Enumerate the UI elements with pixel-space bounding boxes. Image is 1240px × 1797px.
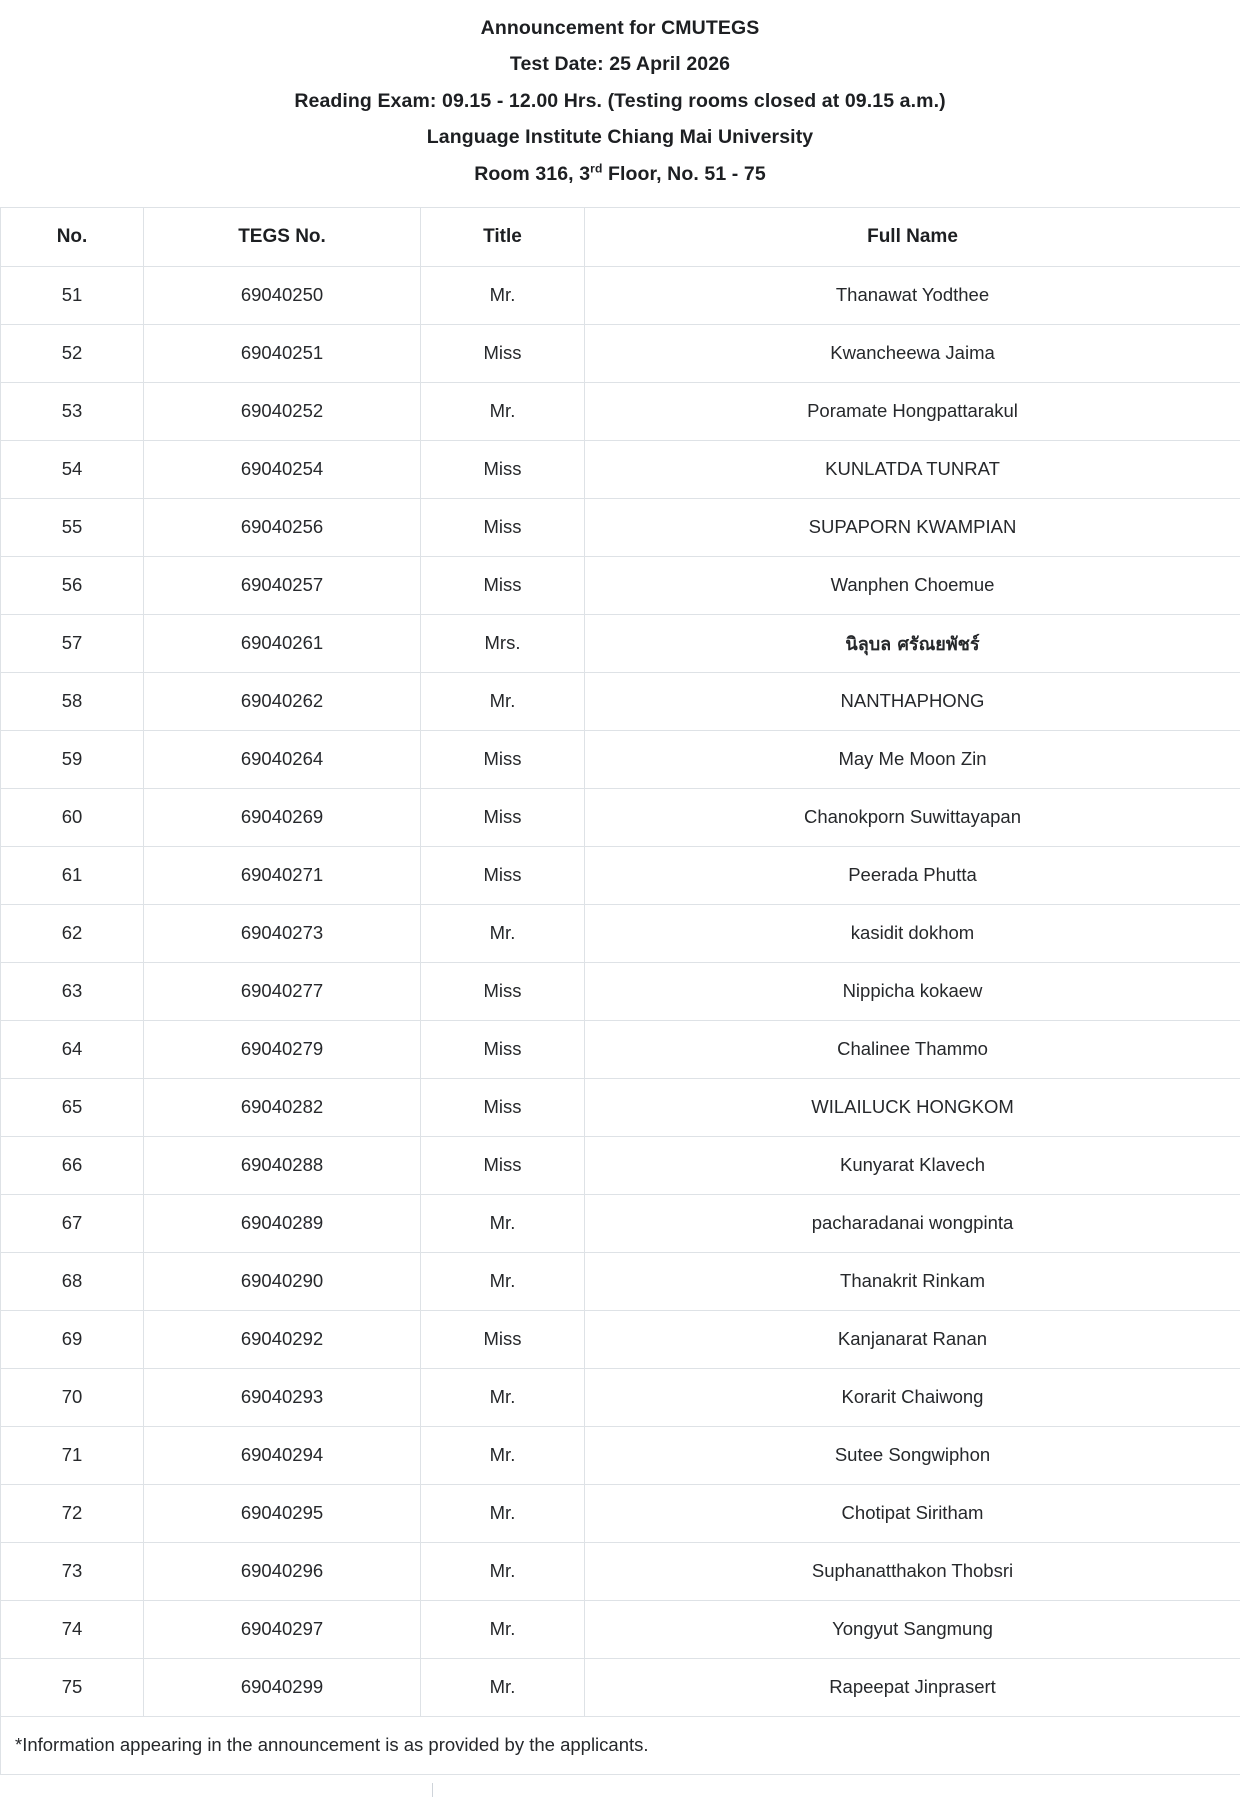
- cell-tegs-no: 69040262: [144, 672, 421, 730]
- cell-tegs-no: 69040288: [144, 1136, 421, 1194]
- table-row: [1, 846, 1240, 904]
- table-row: [1, 498, 1240, 556]
- cell-title: Mr.: [421, 1600, 585, 1658]
- cell-tegs-no: 69040290: [144, 1252, 421, 1310]
- cell-full-name: NANTHAPHONG: [585, 672, 1240, 730]
- cell-no: 57: [1, 614, 144, 672]
- cell-full-name: Thanawat Yodthee: [585, 266, 1240, 324]
- cell-full-name: Nippicha kokaew: [585, 962, 1240, 1020]
- table-header-row: [1, 207, 1240, 266]
- table-row: [1, 1600, 1240, 1658]
- cell-no: 52: [1, 324, 144, 382]
- cell-tegs-no: 69040257: [144, 556, 421, 614]
- cell-full-name: Chanokporn Suwittayapan: [585, 788, 1240, 846]
- cell-full-name: Korarit Chaiwong: [585, 1368, 1240, 1426]
- cell-title: Miss: [421, 1020, 585, 1078]
- table-row: [1, 1658, 1240, 1716]
- room-prefix: Room 316, 3: [474, 163, 590, 185]
- cell-title: Mr.: [421, 266, 585, 324]
- table-foot: [1, 1716, 1240, 1774]
- table-row: [1, 1368, 1240, 1426]
- cell-title: Mrs.: [421, 614, 585, 672]
- cell-tegs-no: 69040296: [144, 1542, 421, 1600]
- column-header-title: Title: [421, 207, 585, 266]
- table-row: [1, 672, 1240, 730]
- cell-title: Miss: [421, 1310, 585, 1368]
- cell-tegs-no: 69040250: [144, 266, 421, 324]
- header-test-date: Test Date: 25 April 2026: [0, 47, 1240, 84]
- cell-full-name: Poramate Hongpattarakul: [585, 382, 1240, 440]
- cell-title: Miss: [421, 324, 585, 382]
- cell-tegs-no: 69040273: [144, 904, 421, 962]
- footnote-row: [1, 1716, 1240, 1774]
- cell-full-name: Rapeepat Jinprasert: [585, 1658, 1240, 1716]
- cell-title: Mr.: [421, 672, 585, 730]
- footnote-text: *Information appearing in the announcement is as provided by the applicants.: [1, 1716, 1240, 1774]
- header-room-range: [0, 156, 1240, 193]
- page-bottom-edge: [0, 1775, 1240, 1797]
- column-header-full-name: Full Name: [585, 207, 1240, 266]
- column-header-tegs-no: TEGS No.: [144, 207, 421, 266]
- table-body: [1, 266, 1240, 1716]
- room-ordinal-suffix: rd: [590, 161, 602, 175]
- cell-tegs-no: 69040264: [144, 730, 421, 788]
- table-row: [1, 730, 1240, 788]
- cell-full-name: Kunyarat Klavech: [585, 1136, 1240, 1194]
- cell-tegs-no: 69040299: [144, 1658, 421, 1716]
- cell-tegs-no: 69040292: [144, 1310, 421, 1368]
- cell-full-name: Wanphen Choemue: [585, 556, 1240, 614]
- header-institute: Language Institute Chiang Mai University: [0, 120, 1240, 157]
- cell-no: 66: [1, 1136, 144, 1194]
- cell-no: 70: [1, 1368, 144, 1426]
- cell-title: Miss: [421, 846, 585, 904]
- table-row: [1, 556, 1240, 614]
- cell-title: Mr.: [421, 1658, 585, 1716]
- cell-full-name: WILAILUCK HONGKOM: [585, 1078, 1240, 1136]
- cell-full-name: pacharadanai wongpinta: [585, 1194, 1240, 1252]
- cell-no: 75: [1, 1658, 144, 1716]
- cell-title: Mr.: [421, 382, 585, 440]
- table-row: [1, 1078, 1240, 1136]
- table-head: [1, 207, 1240, 266]
- cell-tegs-no: 69040295: [144, 1484, 421, 1542]
- table-row: [1, 440, 1240, 498]
- cell-no: 53: [1, 382, 144, 440]
- cell-tegs-no: 69040293: [144, 1368, 421, 1426]
- table-row: [1, 1484, 1240, 1542]
- cell-full-name: Kanjanarat Ranan: [585, 1310, 1240, 1368]
- cell-title: Mr.: [421, 1484, 585, 1542]
- cell-full-name: Suphanatthakon Thobsri: [585, 1542, 1240, 1600]
- cell-title: Miss: [421, 556, 585, 614]
- cell-tegs-no: 69040252: [144, 382, 421, 440]
- cell-title: Miss: [421, 1136, 585, 1194]
- cell-no: 67: [1, 1194, 144, 1252]
- column-header-no: No.: [1, 207, 144, 266]
- table-row: [1, 904, 1240, 962]
- cell-full-name: May Me Moon Zin: [585, 730, 1240, 788]
- cell-no: 65: [1, 1078, 144, 1136]
- cell-no: 68: [1, 1252, 144, 1310]
- cell-full-name: SUPAPORN KWAMPIAN: [585, 498, 1240, 556]
- cell-title: Mr.: [421, 1542, 585, 1600]
- cell-tegs-no: 69040261: [144, 614, 421, 672]
- cell-full-name: Kwancheewa Jaima: [585, 324, 1240, 382]
- cell-tegs-no: 69040277: [144, 962, 421, 1020]
- cell-no: 63: [1, 962, 144, 1020]
- header-title: Announcement for CMUTEGS: [0, 10, 1240, 47]
- table-row: [1, 1310, 1240, 1368]
- cell-title: Miss: [421, 730, 585, 788]
- cell-no: 71: [1, 1426, 144, 1484]
- table-row: [1, 962, 1240, 1020]
- cell-title: Mr.: [421, 1426, 585, 1484]
- cell-full-name: Thanakrit Rinkam: [585, 1252, 1240, 1310]
- cell-title: Mr.: [421, 1194, 585, 1252]
- cell-tegs-no: 69040294: [144, 1426, 421, 1484]
- cell-title: Miss: [421, 498, 585, 556]
- table-row: [1, 1542, 1240, 1600]
- cell-title: Miss: [421, 1078, 585, 1136]
- table-row: [1, 266, 1240, 324]
- cell-tegs-no: 69040279: [144, 1020, 421, 1078]
- cell-tegs-no: 69040282: [144, 1078, 421, 1136]
- cell-tegs-no: 69040254: [144, 440, 421, 498]
- table-row: [1, 788, 1240, 846]
- cell-no: 56: [1, 556, 144, 614]
- cell-full-name: Chalinee Thammo: [585, 1020, 1240, 1078]
- cell-title: Mr.: [421, 1368, 585, 1426]
- table-row: [1, 382, 1240, 440]
- table-row: [1, 1020, 1240, 1078]
- table-row: [1, 1194, 1240, 1252]
- cell-no: 60: [1, 788, 144, 846]
- cell-no: 69: [1, 1310, 144, 1368]
- cell-no: 54: [1, 440, 144, 498]
- cell-tegs-no: 69040289: [144, 1194, 421, 1252]
- cell-no: 61: [1, 846, 144, 904]
- candidate-roster-table: [0, 207, 1240, 1775]
- cell-full-name: Yongyut Sangmung: [585, 1600, 1240, 1658]
- cell-full-name: นิลุบล ศรัณยพัชร์: [585, 614, 1240, 672]
- table-row: [1, 614, 1240, 672]
- announcement-header: [0, 0, 1240, 199]
- cell-tegs-no: 69040269: [144, 788, 421, 846]
- cell-full-name: kasidit dokhom: [585, 904, 1240, 962]
- cell-tegs-no: 69040256: [144, 498, 421, 556]
- cell-no: 72: [1, 1484, 144, 1542]
- cell-no: 74: [1, 1600, 144, 1658]
- cell-no: 64: [1, 1020, 144, 1078]
- cell-tegs-no: 69040251: [144, 324, 421, 382]
- cell-no: 51: [1, 266, 144, 324]
- page-cut-marker: [432, 1783, 433, 1797]
- cell-title: Mr.: [421, 1252, 585, 1310]
- table-row: [1, 324, 1240, 382]
- cell-tegs-no: 69040271: [144, 846, 421, 904]
- cell-title: Miss: [421, 962, 585, 1020]
- cell-title: Miss: [421, 788, 585, 846]
- cell-full-name: KUNLATDA TUNRAT: [585, 440, 1240, 498]
- cell-no: 55: [1, 498, 144, 556]
- cell-full-name: Peerada Phutta: [585, 846, 1240, 904]
- table-row: [1, 1136, 1240, 1194]
- table-row: [1, 1426, 1240, 1484]
- cell-no: 73: [1, 1542, 144, 1600]
- room-suffix: Floor, No. 51 - 75: [602, 163, 765, 185]
- cell-no: 62: [1, 904, 144, 962]
- cell-full-name: Sutee Songwiphon: [585, 1426, 1240, 1484]
- header-exam-time: Reading Exam: 09.15 - 12.00 Hrs. (Testing rooms closed at 09.15 a.m.): [0, 83, 1240, 120]
- cell-title: Mr.: [421, 904, 585, 962]
- cell-title: Miss: [421, 440, 585, 498]
- cell-tegs-no: 69040297: [144, 1600, 421, 1658]
- table-row: [1, 1252, 1240, 1310]
- cell-no: 59: [1, 730, 144, 788]
- cell-full-name: Chotipat Siritham: [585, 1484, 1240, 1542]
- cell-no: 58: [1, 672, 144, 730]
